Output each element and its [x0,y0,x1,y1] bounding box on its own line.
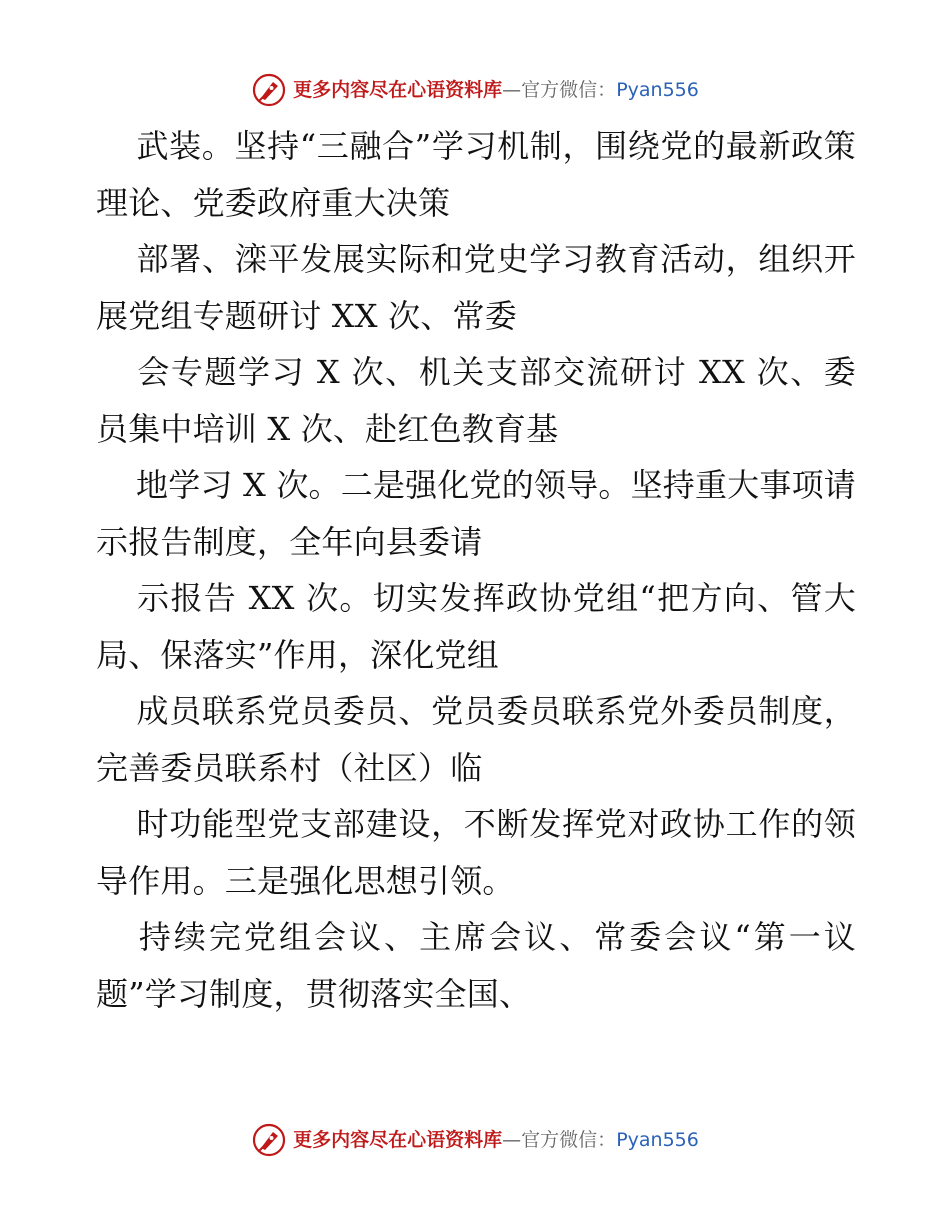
banner-wechat-id: Pyan556 [616,1128,699,1151]
document-body [96,118,856,1022]
banner-dash: — [502,78,522,101]
paragraph-6 [96,683,856,796]
paragraph-7 [96,796,856,909]
paragraph-1 [96,118,856,231]
paragraph-4 [96,457,856,570]
banner-wechat-label: 官方微信： [521,78,617,101]
pen-nib-logo-icon [251,72,287,108]
paragraph-5-text: 示报告 XX 次。切实发挥政协党组“把方向、管大局、保落实”作用，深化党组 [96,579,856,674]
paragraph-6-text: 成员联系党员委员、党员委员联系党外委员制度，完善委员联系村（社区）临 [96,692,856,787]
paragraph-5 [96,570,856,683]
banner-dash: — [502,1128,522,1151]
footer-banner-text [293,1128,699,1151]
paragraph-4-text: 地学习 X 次。二是强化党的领导。坚持重大事项请示报告制度，全年向县委请 [96,466,856,561]
header-banner-text [293,78,699,101]
paragraph-2-text: 部署、滦平发展实际和党史学习教育活动，组织开展党组专题研讨 XX 次、常委 [96,240,856,335]
banner-site-name: 更多内容尽在心语资料库 [293,78,503,101]
paragraph-2 [96,231,856,344]
paragraph-3 [96,344,856,457]
paragraph-3-text: 会专题学习 X 次、机关支部交流研讨 XX 次、委员集中培训 X 次、赴红色教育基 [96,353,856,448]
banner-site-name: 更多内容尽在心语资料库 [293,1128,503,1151]
paragraph-1-text: 武装。坚持“三融合”学习机制，围绕党的最新政策理论、党委政府重大决策 [96,127,856,222]
pen-nib-logo-icon [251,1122,287,1158]
footer-banner [0,1120,950,1160]
banner-wechat-id: Pyan556 [616,78,699,101]
banner-wechat-label: 官方微信： [521,1128,617,1151]
header-banner [0,70,950,110]
paragraph-8-text: 持续完党组会议、主席会议、常委会议“第一议题”学习制度，贯彻落实全国、 [96,918,856,1013]
paragraph-7-text: 时功能型党支部建设，不断发挥党对政协工作的领导作用。三是强化思想引领。 [96,805,856,900]
paragraph-8 [96,909,856,1022]
